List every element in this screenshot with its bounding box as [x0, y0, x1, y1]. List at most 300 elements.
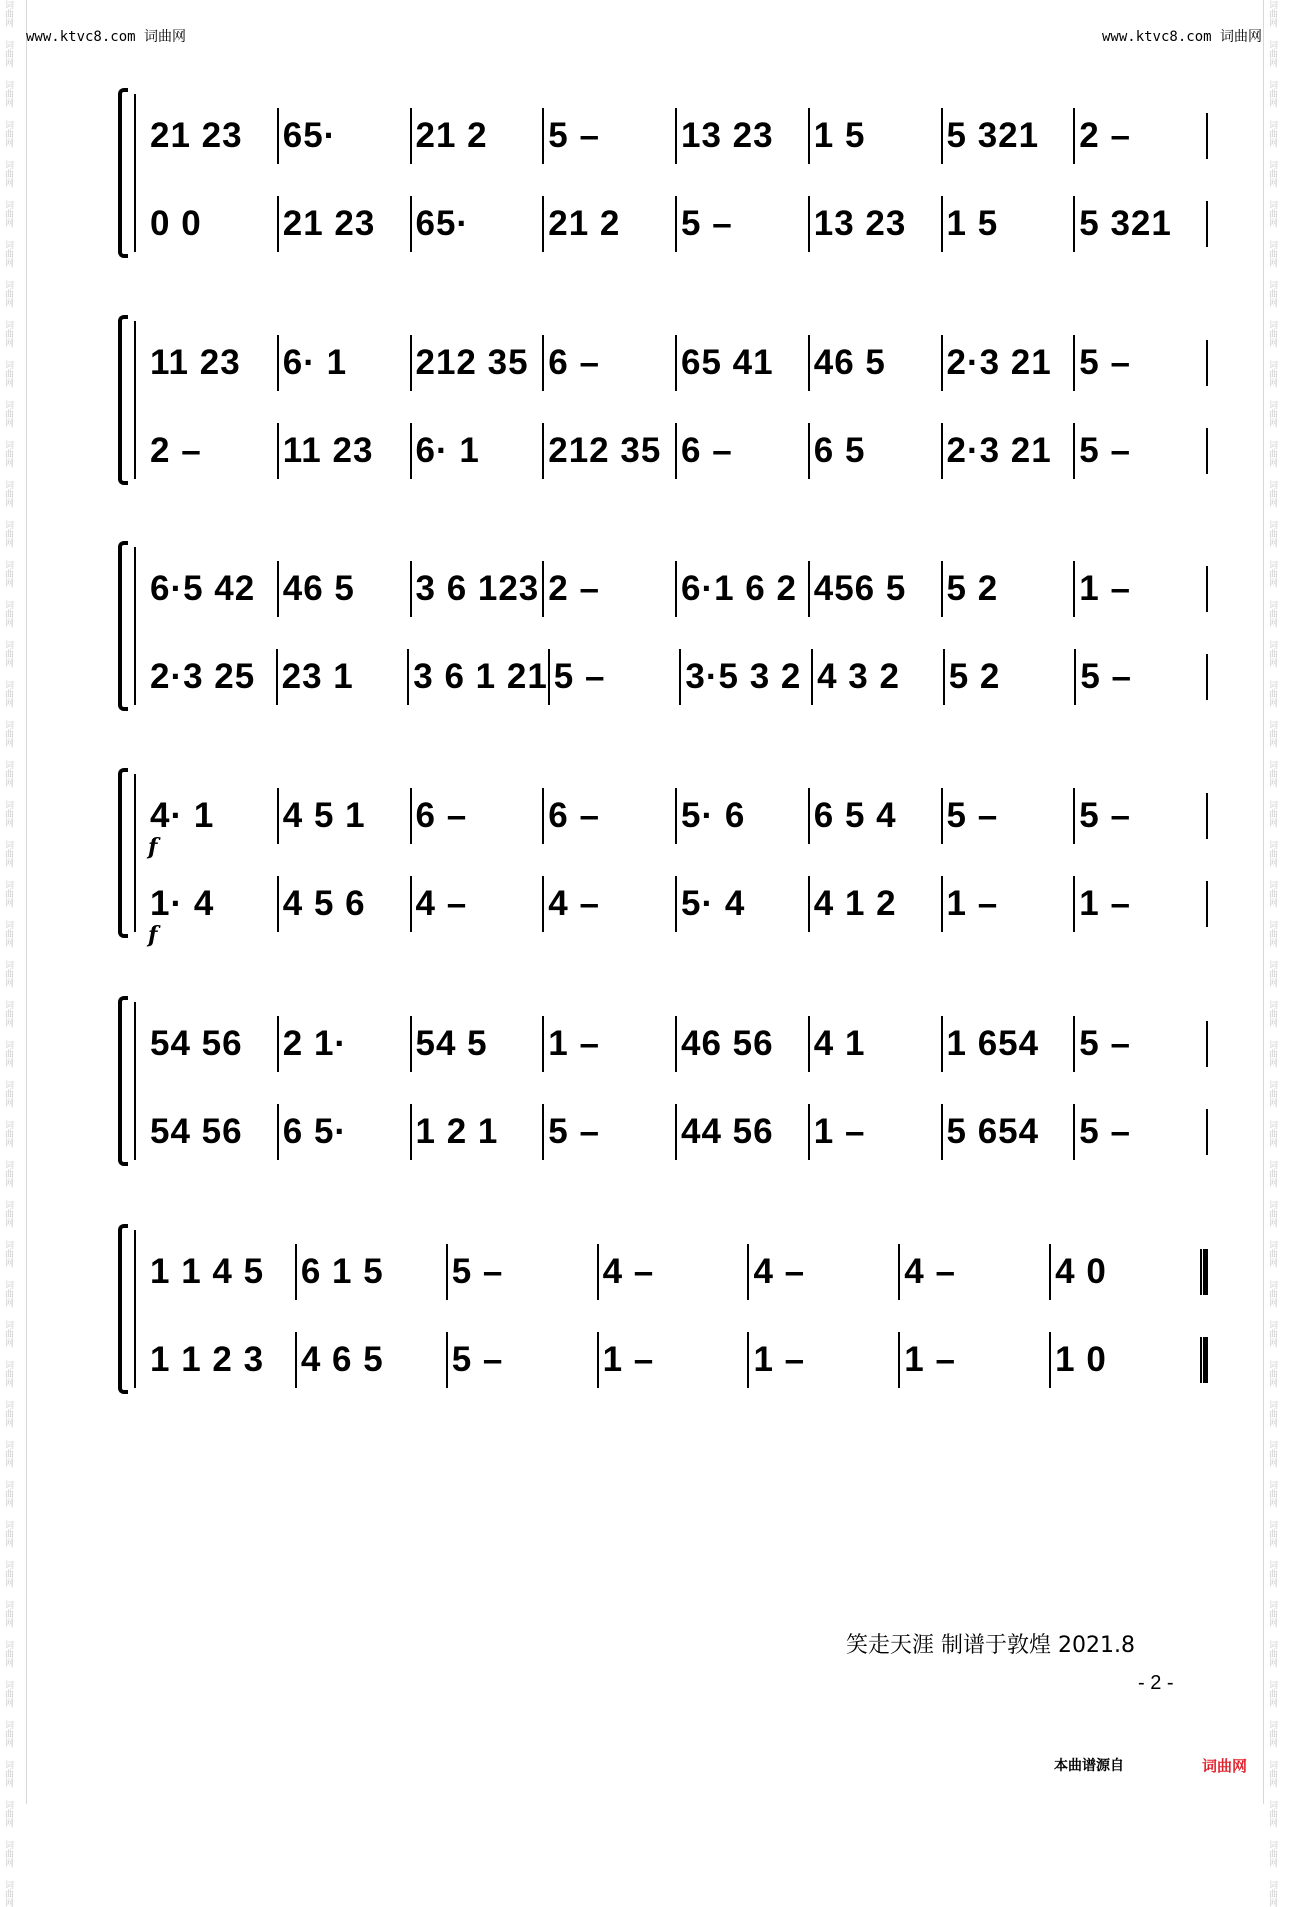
measure [295, 1332, 446, 1388]
measure [675, 335, 808, 391]
measure-notes: 1· 4 [150, 884, 215, 923]
site-header-left: www.ktvc8.com 词曲网 [26, 29, 187, 45]
watermark-text: 词曲网 [3, 1760, 13, 1787]
measure [277, 1016, 410, 1072]
upper-voice-staff [146, 1016, 1208, 1072]
watermark-text: 词曲网 [3, 1240, 13, 1267]
measure-notes: 4 – [753, 1252, 806, 1291]
watermark-text: 词曲网 [1267, 1200, 1277, 1227]
measure [597, 1244, 748, 1300]
measure [407, 649, 548, 705]
measure [1073, 876, 1206, 932]
system-bracket [118, 88, 128, 258]
measure-notes: 5 – [451, 1340, 504, 1379]
watermark-text: 词曲网 [1267, 1840, 1277, 1867]
measure-notes: 6· 1 [415, 431, 480, 470]
watermark-text: 词曲网 [1267, 240, 1277, 267]
measure-notes: 1 – [904, 1340, 956, 1379]
watermark-text: 词曲网 [1267, 1560, 1277, 1587]
end-barline [1206, 201, 1208, 247]
watermark-text: 词曲网 [1267, 120, 1277, 147]
watermark-text: 词曲网 [3, 600, 13, 627]
measure-notes: 1 – [1079, 569, 1131, 608]
measure-notes: 3·5 3 2 [685, 657, 802, 696]
watermark-text: 词曲网 [1267, 1440, 1277, 1467]
measure-notes: 5 – [553, 657, 606, 696]
measure [146, 1104, 277, 1160]
watermark-text: 词曲网 [1267, 1600, 1277, 1627]
lower-voice-staff [146, 423, 1208, 479]
measure [1073, 423, 1206, 479]
measure [1073, 108, 1206, 164]
measure-notes: 4 1 [813, 1024, 866, 1063]
watermark-text: 词曲网 [3, 520, 13, 547]
measure [410, 1016, 543, 1072]
footer-brand-logo[interactable]: 词曲网 [1202, 1758, 1248, 1775]
watermark-text: 词曲网 [3, 400, 13, 427]
watermark-text: 词曲网 [3, 560, 13, 587]
measure-notes: 2·3 25 [150, 657, 256, 696]
end-barline [1206, 881, 1208, 927]
measure [1049, 1244, 1200, 1300]
measure [1073, 1016, 1206, 1072]
arranger-credit: 笑走天涯 制谱于敦煌 2021.8 [846, 1633, 1135, 1658]
measure-notes: 46 5 [813, 343, 886, 382]
end-barline [1206, 793, 1208, 839]
watermark-text: 词曲网 [1267, 1160, 1277, 1187]
measure [808, 108, 941, 164]
watermark-text: 词曲网 [3, 760, 13, 787]
watermark-text: 词曲网 [1267, 360, 1277, 387]
watermark-text: 词曲网 [3, 200, 13, 227]
watermark-text: 词曲网 [3, 1880, 13, 1907]
measure-notes: 21 2 [415, 116, 488, 155]
measure [675, 876, 808, 932]
measure [1049, 1332, 1200, 1388]
watermark-text: 词曲网 [1267, 1320, 1277, 1347]
system-barline [134, 547, 136, 705]
measure [277, 561, 410, 617]
measure-notes: 6·1 6 2 [681, 569, 797, 608]
measure [410, 423, 543, 479]
measure-notes: 21 23 [282, 204, 376, 243]
page-number: - 2 - [1138, 1672, 1174, 1694]
measure [146, 108, 277, 164]
measure-notes: 6 – [548, 796, 600, 835]
measure-notes: 6 – [415, 796, 468, 835]
watermark-text: 词曲网 [3, 880, 13, 907]
measure-notes: 4 1 2 [813, 884, 897, 923]
measure [542, 196, 675, 252]
measure [146, 561, 277, 617]
measure-notes: 5 2 [948, 657, 1001, 696]
measure-notes: 5 321 [946, 116, 1040, 155]
measure-notes: 65· [415, 204, 470, 243]
measure-notes: 65 41 [681, 343, 774, 382]
watermark-text: 词曲网 [1267, 1680, 1277, 1707]
measure [675, 108, 808, 164]
measure-notes: 6 5 4 [813, 796, 897, 835]
dynamic-marking: f [148, 834, 158, 860]
measure-notes: 4 6 5 [300, 1340, 384, 1379]
end-barline [1206, 566, 1208, 612]
watermark-text: 词曲网 [3, 360, 13, 387]
watermark-text: 词曲网 [3, 1200, 13, 1227]
measure-notes: 54 56 [150, 1112, 243, 1151]
upper-voice-staff [146, 108, 1208, 164]
measure [808, 561, 941, 617]
watermark-text: 词曲网 [1267, 880, 1277, 907]
measure-notes: 4 – [904, 1252, 956, 1291]
watermark-text: 词曲网 [1267, 1400, 1277, 1427]
measure [1074, 649, 1206, 705]
measure [410, 1104, 543, 1160]
measure [542, 1016, 675, 1072]
score-system [118, 88, 1213, 258]
watermark-text: 词曲网 [1267, 520, 1277, 547]
watermark-text: 词曲网 [1267, 800, 1277, 827]
measure-notes: 23 1 [281, 657, 354, 696]
watermark-text: 词曲网 [3, 1560, 13, 1587]
watermark-text: 词曲网 [1267, 80, 1277, 107]
measure-notes: 2 1· [282, 1024, 348, 1063]
measure-notes: 1 0 [1055, 1340, 1107, 1379]
measure-notes: 1 1 4 5 [150, 1252, 265, 1291]
measure-notes: 4 0 [1055, 1252, 1107, 1291]
measure [898, 1332, 1049, 1388]
site-header-right: www.ktvc8.com 词曲网 [1101, 29, 1262, 45]
measure [277, 876, 410, 932]
measure-notes: 2 – [548, 569, 600, 608]
watermark-text: 词曲网 [1267, 400, 1277, 427]
measure-notes: 6· 1 [282, 343, 348, 382]
watermark-text: 词曲网 [3, 960, 13, 987]
measure-notes: 5 654 [946, 1112, 1040, 1151]
measure-notes: 11 23 [150, 343, 241, 382]
measure-notes: 6 5 [813, 431, 866, 470]
system-barline [134, 774, 136, 932]
watermark-text: 词曲网 [3, 1640, 13, 1667]
watermark-text: 词曲网 [3, 840, 13, 867]
measure-notes: 65· [282, 116, 337, 155]
watermark-text: 词曲网 [1267, 1040, 1277, 1067]
final-barline [1200, 1337, 1208, 1383]
watermark-text: 词曲网 [3, 240, 13, 267]
end-barline [1206, 654, 1208, 700]
watermark-text: 词曲网 [3, 1680, 13, 1707]
right-watermark-strip [1266, 0, 1288, 1907]
watermark-text: 词曲网 [1267, 1360, 1277, 1387]
measure-notes: 1 – [813, 1112, 866, 1151]
watermark-text: 词曲网 [3, 1720, 13, 1747]
watermark-text: 词曲网 [3, 440, 13, 467]
dynamic-marking: f [148, 922, 158, 948]
watermark-text: 词曲网 [1267, 960, 1277, 987]
measure [277, 423, 410, 479]
measure [146, 335, 277, 391]
watermark-text: 词曲网 [1267, 1080, 1277, 1107]
measure-notes: 1 – [1079, 884, 1131, 923]
measure-notes: 1 – [602, 1340, 655, 1379]
measure-notes: 1 5 [813, 116, 866, 155]
measure [146, 1244, 295, 1300]
measure [542, 423, 675, 479]
measure [542, 108, 675, 164]
measure [808, 876, 941, 932]
watermark-text: 词曲网 [1267, 1280, 1277, 1307]
measure-notes: 3 6 123 [415, 569, 540, 608]
measure-notes: 4 3 2 [817, 657, 900, 696]
measure [597, 1332, 748, 1388]
watermark-text: 词曲网 [3, 1080, 13, 1107]
watermark-text: 词曲网 [1267, 1720, 1277, 1747]
watermark-text: 词曲网 [1267, 600, 1277, 627]
measure-notes: 1 – [946, 884, 999, 923]
measure-notes: 1 – [548, 1024, 600, 1063]
system-bracket [118, 996, 128, 1166]
measure [675, 561, 808, 617]
measure-notes: 5 321 [1079, 204, 1172, 243]
score-system [118, 315, 1213, 485]
measure [410, 788, 543, 844]
measure-notes: 46 56 [681, 1024, 774, 1063]
score-system [118, 541, 1213, 711]
watermark-text: 词曲网 [3, 1120, 13, 1147]
measure [146, 788, 277, 844]
watermark-text: 词曲网 [1267, 840, 1277, 867]
measure [898, 1244, 1049, 1300]
watermark-text: 词曲网 [3, 320, 13, 347]
upper-voice-staff [146, 335, 1208, 391]
system-barline [134, 1230, 136, 1388]
measure-notes: 5 – [451, 1252, 504, 1291]
watermark-text: 词曲网 [1267, 480, 1277, 507]
system-bracket [118, 768, 128, 938]
measure [675, 1016, 808, 1072]
measure-notes: 6 – [548, 343, 600, 382]
watermark-text: 词曲网 [3, 1440, 13, 1467]
measure [295, 1244, 446, 1300]
measure [542, 561, 675, 617]
measure [277, 1104, 410, 1160]
watermark-text: 词曲网 [1267, 1760, 1277, 1787]
system-bracket [118, 541, 128, 711]
watermark-text: 词曲网 [1267, 1800, 1277, 1827]
measure-notes: 5 – [681, 204, 733, 243]
watermark-text: 词曲网 [1267, 160, 1277, 187]
watermark-text: 词曲网 [3, 120, 13, 147]
measure [146, 1016, 277, 1072]
measure [410, 196, 543, 252]
measure [808, 423, 941, 479]
lower-voice-staff [146, 876, 1208, 932]
watermark-text: 词曲网 [1267, 1120, 1277, 1147]
measure [747, 1244, 898, 1300]
watermark-text: 词曲网 [1267, 1480, 1277, 1507]
measure [277, 788, 410, 844]
measure-notes: 2 – [1079, 116, 1131, 155]
watermark-text: 词曲网 [3, 1400, 13, 1427]
measure [410, 108, 543, 164]
score-system [118, 768, 1213, 948]
watermark-text: 词曲网 [1267, 640, 1277, 667]
measure-notes: 1 – [753, 1340, 806, 1379]
measure [941, 423, 1074, 479]
measure [1073, 788, 1206, 844]
measure [941, 788, 1074, 844]
measure-notes: 46 5 [282, 569, 355, 608]
measure [808, 335, 941, 391]
watermark-text: 词曲网 [3, 640, 13, 667]
measure-notes: 44 56 [681, 1112, 774, 1151]
watermark-text: 词曲网 [3, 1600, 13, 1627]
measure [146, 423, 277, 479]
measure-notes: 13 23 [813, 204, 907, 243]
watermark-text: 词曲网 [3, 1000, 13, 1027]
measure [146, 876, 277, 932]
system-bracket [118, 315, 128, 485]
measure [276, 649, 408, 705]
measure-notes: 5· 6 [681, 796, 746, 835]
measure [446, 1332, 597, 1388]
measure [675, 788, 808, 844]
watermark-text: 词曲网 [1267, 320, 1277, 347]
score-system [118, 996, 1213, 1166]
score-system [118, 1224, 1213, 1394]
measure-notes: 4 5 6 [282, 884, 366, 923]
measure [941, 196, 1074, 252]
watermark-text: 词曲网 [1267, 720, 1277, 747]
measure [542, 788, 675, 844]
watermark-text: 词曲网 [1267, 1880, 1277, 1907]
measure-notes: 4· 1 [150, 796, 215, 835]
measure [542, 335, 675, 391]
watermark-text: 词曲网 [1267, 680, 1277, 707]
measure-notes: 4 – [415, 884, 468, 923]
watermark-text: 词曲网 [3, 80, 13, 107]
measure-notes: 5 – [946, 796, 999, 835]
left-watermark-strip [2, 0, 24, 1907]
end-barline [1206, 428, 1208, 474]
measure [747, 1332, 898, 1388]
system-bracket [118, 1224, 128, 1394]
lower-voice-staff [146, 1332, 1208, 1388]
measure-notes: 4 – [548, 884, 600, 923]
end-barline [1206, 1109, 1208, 1155]
measure-notes: 1 5 [946, 204, 999, 243]
measure-notes: 1 654 [946, 1024, 1040, 1063]
measure [1073, 196, 1206, 252]
watermark-text: 词曲网 [3, 1520, 13, 1547]
measure-notes: 5· 4 [681, 884, 746, 923]
measure [941, 108, 1074, 164]
watermark-text: 词曲网 [3, 1800, 13, 1827]
watermark-text: 词曲网 [3, 280, 13, 307]
end-barline [1206, 340, 1208, 386]
watermark-text: 词曲网 [3, 680, 13, 707]
watermark-text: 词曲网 [1267, 1240, 1277, 1267]
measure [1073, 561, 1206, 617]
measure [941, 1104, 1074, 1160]
watermark-text: 词曲网 [3, 1320, 13, 1347]
measure [542, 876, 675, 932]
watermark-text: 词曲网 [3, 40, 13, 67]
watermark-text: 词曲网 [1267, 1520, 1277, 1547]
watermark-text: 词曲网 [3, 1840, 13, 1867]
watermark-text: 词曲网 [1267, 560, 1277, 587]
measure-notes: 54 56 [150, 1024, 243, 1063]
measure [941, 876, 1074, 932]
watermark-text: 词曲网 [3, 480, 13, 507]
watermark-text: 词曲网 [3, 800, 13, 827]
watermark-text: 词曲网 [3, 1280, 13, 1307]
measure [811, 649, 943, 705]
measure [410, 335, 543, 391]
watermark-text: 词曲网 [3, 720, 13, 747]
upper-voice-staff [146, 788, 1208, 844]
measure-notes: 6·5 42 [150, 569, 256, 608]
end-barline [1206, 113, 1208, 159]
watermark-text: 词曲网 [1267, 760, 1277, 787]
measure [146, 196, 277, 252]
measure [808, 196, 941, 252]
measure [146, 1332, 295, 1388]
measure [542, 1104, 675, 1160]
watermark-text: 词曲网 [3, 1160, 13, 1187]
watermark-text: 词曲网 [3, 160, 13, 187]
measure-notes: 5 – [1079, 1112, 1131, 1151]
measure-notes: 5 – [1079, 431, 1131, 470]
measure-notes: 13 23 [681, 116, 774, 155]
watermark-text: 词曲网 [3, 1040, 13, 1067]
measure-notes: 5 – [1080, 657, 1132, 696]
measure [675, 1104, 808, 1160]
measure [446, 1244, 597, 1300]
lower-voice-staff [146, 196, 1208, 252]
system-barline [134, 321, 136, 479]
watermark-text: 词曲网 [3, 920, 13, 947]
measure [941, 1016, 1074, 1072]
watermark-text: 词曲网 [1267, 920, 1277, 947]
measure [1073, 1104, 1206, 1160]
measure-notes: 5 – [548, 116, 600, 155]
measure-notes: 54 5 [415, 1024, 488, 1063]
measure-notes: 6 – [681, 431, 733, 470]
measure [943, 649, 1075, 705]
left-margin-line [26, 0, 27, 1804]
watermark-text: 词曲网 [1267, 200, 1277, 227]
measure-notes: 5 – [1079, 796, 1131, 835]
measure-notes: 5 2 [946, 569, 999, 608]
watermark-text: 词曲网 [1267, 40, 1277, 67]
measure-notes: 2 – [150, 431, 202, 470]
final-barline [1200, 1249, 1208, 1295]
measure-notes: 3 6 1 21 [413, 657, 548, 696]
measure-notes: 2·3 21 [946, 431, 1052, 470]
lower-voice-staff [146, 1104, 1208, 1160]
measure-notes: 4 5 1 [282, 796, 366, 835]
measure [548, 649, 680, 705]
measure [675, 196, 808, 252]
measure-notes: 5 – [1079, 1024, 1131, 1063]
measure [1073, 335, 1206, 391]
system-barline [134, 94, 136, 252]
watermark-text: 词曲网 [1267, 440, 1277, 467]
watermark-text: 词曲网 [1267, 0, 1277, 27]
measure [808, 1016, 941, 1072]
measure [410, 876, 543, 932]
measure-notes: 212 35 [415, 343, 529, 382]
